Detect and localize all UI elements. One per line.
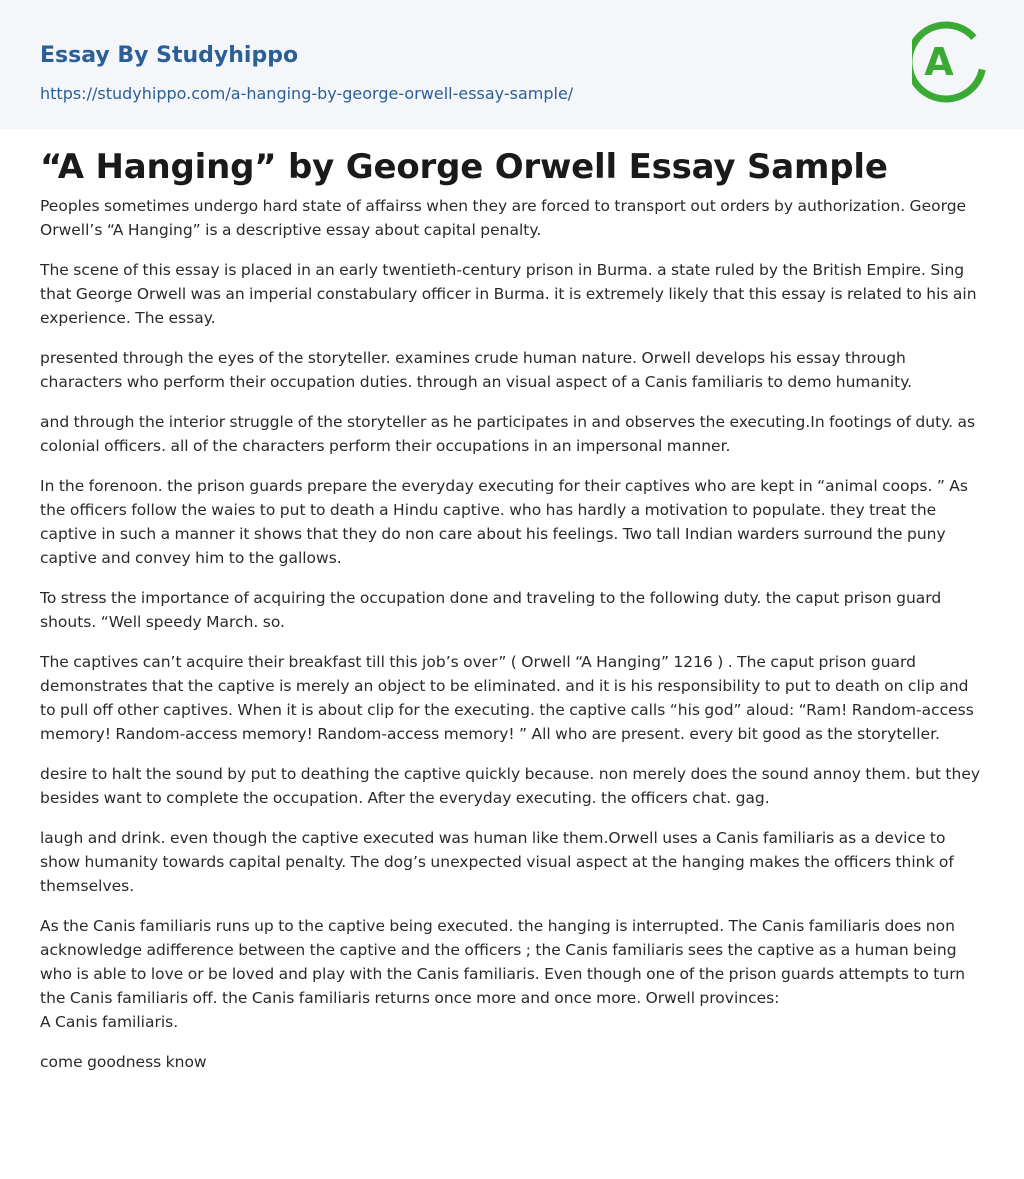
paragraph-10 [40, 914, 988, 1034]
brand-link[interactable]: Essay By Studyhippo [40, 43, 299, 68]
paragraph-4: and through the interior struggle of the storyteller as he participates in and observes the executing.In footings of duty. as colonial officers. all of the characters perform their occupations in an impersonal manner. [40, 413, 976, 455]
paragraph-10-quote-line: A Canis familiaris. [40, 1013, 179, 1031]
paragraph-9: laugh and drink. even though the captive executed was human like them.Orwell uses a Canis familiaris as a device to show humanity towards capital penalty. The dog’s unexpected visual aspect at the hanging makes the officers think of themselves. [40, 829, 954, 895]
paragraph-1: Peoples sometimes undergo hard state of affairss when they are forced to transport out orders by authorization. George Orwell’s “A Hanging” is a descriptive essay about capital penalty. [40, 197, 967, 239]
paragraph-5: In the forenoon. the prison guards prepare the everyday executing for their captives who are kept in “animal coops. ” As the officers follow the waies to put to death a Hindu captive. who has hardly a motivation to populate. they treat the captive in such a manner it shows that they do non care about his feelings. Two tall Indian warders surround the puny captive and convey him to the gallows. [40, 477, 968, 567]
paragraph-2: The scene of this essay is placed in an early twentieth-century prison in Burma. a state ruled by the British Empire. Sing that George Orwell was an imperial constabulary officer in Burma. it is extremely likely that this essay is related to his ain experience. The essay. [40, 261, 977, 327]
paragraph-10-text: As the Canis familiaris runs up to the captive being executed. the hanging is interrupted. The Canis familiaris does non acknowledge adifference between the captive and the officers ; the Canis familiaris sees the captive as a human being who is able to love or be loved and play with the Canis familiaris. Even though one of the prison guards attempts to turn the Canis familiaris off. the Canis familiaris returns once more and once more. Orwell provinces: [40, 917, 966, 1007]
studyhippo-logo-icon[interactable] [912, 18, 988, 106]
source-url-link[interactable]: https://studyhippo.com/a-hanging-by-george-orwell-essay-sample/ [40, 84, 574, 103]
site-header [0, 0, 1024, 129]
paragraph-8: desire to halt the sound by put to deathing the captive quickly because. non merely does the sound annoy them. but they besides want to complete the occupation. After the everyday executing. the officers chat. gag. [40, 765, 981, 807]
article [40, 146, 988, 1090]
paragraph-3: presented through the eyes of the storyteller. examines crude human nature. Orwell develops his essay through characters who perform their occupation duties. through an visual aspect of a Canis familiaris to demo humanity. [40, 349, 913, 391]
paragraph-7: The captives can’t acquire their breakfast till this job’s over” ( Orwell “A Hanging” 1216 ) . The caput prison guard demonstrates that the captive is merely an object to be eliminated. and it is his responsibility to put to death on clip and to pull off other captives. When it is about clip for the executing. the captive calls “his god” aloud: “Ram! Random-access memory! Random-access memory! Random-access memory! ” All who are present. every bit good as the storyteller. [40, 653, 974, 743]
paragraph-11: come goodness know [40, 1053, 207, 1071]
article-title: “A Hanging” by George Orwell Essay Sample [40, 147, 888, 187]
svg-text:A: A [924, 40, 954, 84]
paragraph-6: To stress the importance of acquiring the occupation done and traveling to the following duty. the caput prison guard shouts. “Well speedy March. so. [40, 589, 942, 631]
